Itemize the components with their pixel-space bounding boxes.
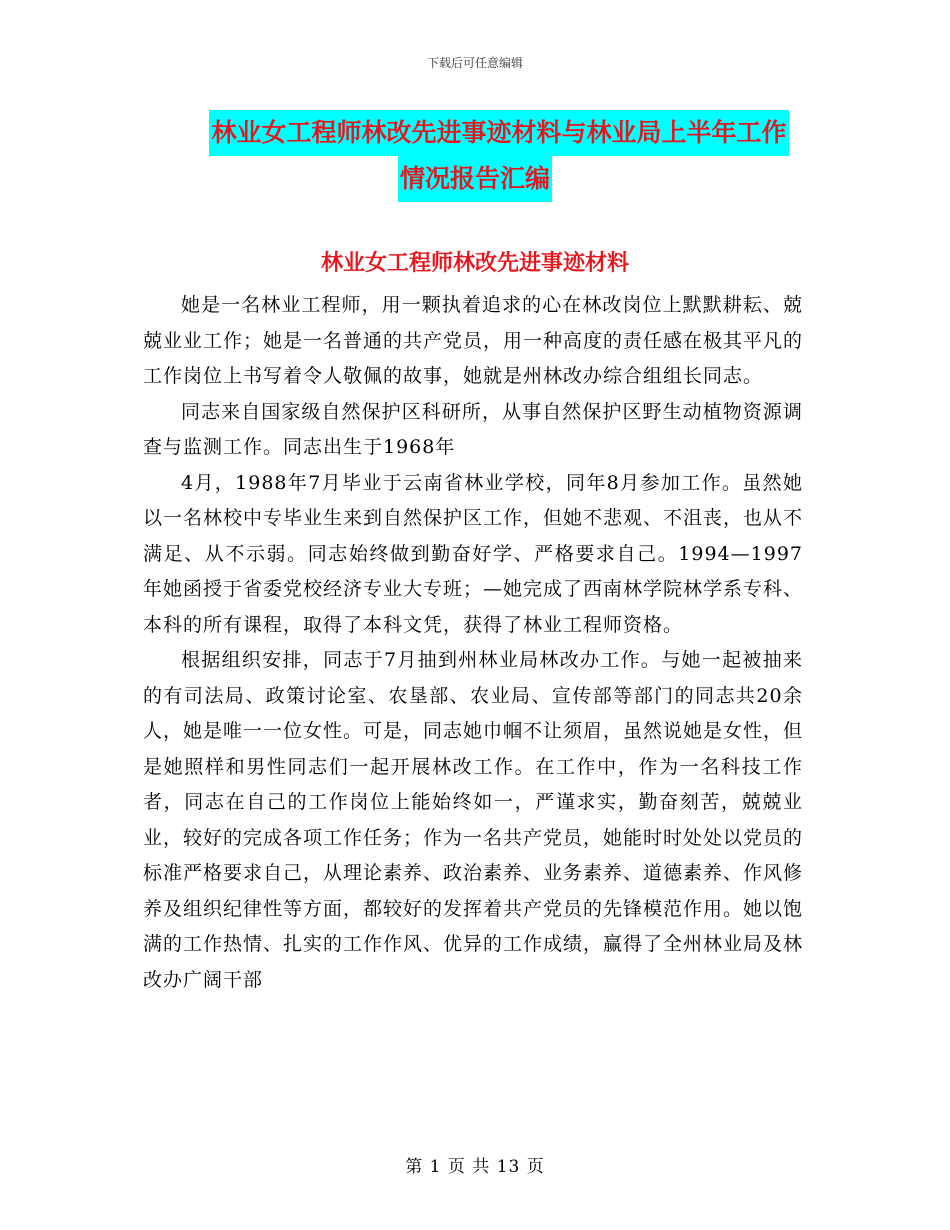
page-footer-number: 第 1 页 共 13 页 [405, 1157, 545, 1177]
document-title [0, 110, 950, 202]
section-heading: 林业女工程师林改先进事迹材料 [320, 251, 629, 276]
document-body [143, 288, 803, 998]
document-title-line-1: 林业女工程师林改先进事迹材料与林业局上半年工作 [209, 110, 788, 156]
document-title-line-2: 情况报告汇编 [398, 156, 552, 202]
page-header-note: 下载后可任意编辑 [426, 56, 523, 70]
paragraph-2: 同志来自国家级自然保护区科研所，从事自然保护区野生动植物资源调查与监测工作。同志出生于1968年 [143, 400, 803, 458]
paragraph-1: 她是一名林业工程师，用一颗执着追求的心在林改岗位上默默耕耘、兢兢业业工作；她是一名普通的共产党员，用一种高度的责任感在极其平凡的工作岗位上书写着令人敬佩的故事，她就是州林改办综合组组长同志。 [143, 294, 804, 387]
paragraph-4: 根据组织安排，同志于7月抽到州林业局林改办工作。与她一起被抽来的有司法局、政策讨论室、农垦部、农业局、宣传部等部门的同志共20余人，她是唯一一位女性。可是，同志她巾帼不让须眉，虽然说她是女性，但是她照样和男性同志们一起开展林改工作。在工作中，作为一名科技工作者，同志在自己的工作岗位上能始终如一，严谨求实，勤奋刻苦，兢兢业业，较好的完成各项工作任务；作为一名共产党员，她能时时处处以党员的标准严格要求自己，从理论素养、政治素养、业务素养、道德素养、作风修养及组织纪律性等方面，都较好的发挥着共产党员的先锋模范作用。她以饱满的工作热情、扎实的工作作风、优异的工作成绩，赢得了全州林业局及林改办广阔干部 [143, 649, 804, 991]
paragraph-3: 4月，1988年7月毕业于云南省林业学校，同年8月参加工作。虽然她以一名林校中专毕业生来到自然保护区工作，但她不悲观、不沮丧，也从不满足、从不示弱。同志始终做到勤奋好学、严格要求自己。1994—1997年她函授于省委党校经济专业大专班；—她完成了西南林学院林学系专科、本科的所有课程，取得了本科文凭，获得了林业工程师资格。 [143, 471, 804, 636]
